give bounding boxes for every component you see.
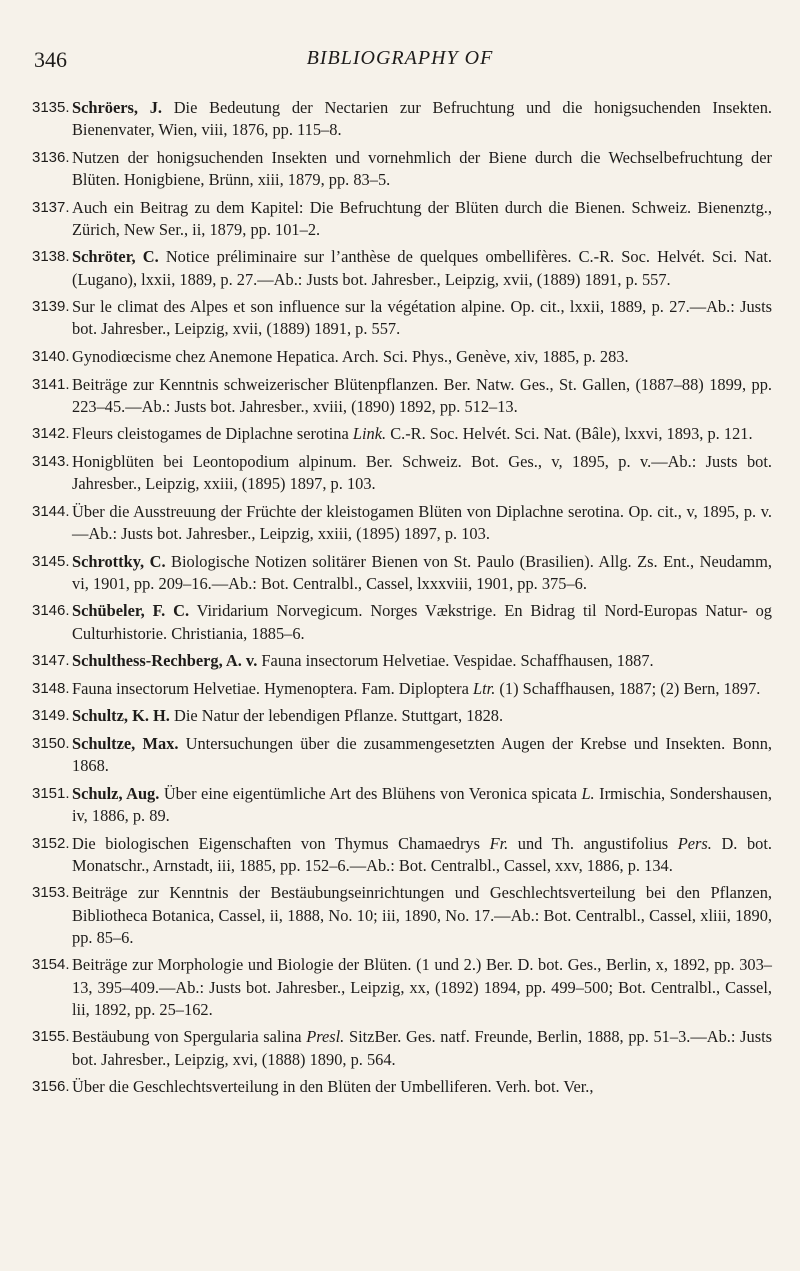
entry-text — [72, 296, 772, 340]
entry-citation: Gynodiœcisme chez Anemone Hepatica. Arch. Sci. Phys., Genève, xiv, 1885, p. 283. — [72, 346, 629, 366]
bibliography-entries — [32, 97, 772, 1104]
entry-number: 3145. — [32, 552, 70, 570]
entry-number: 3139. — [32, 298, 70, 316]
entry-authority: Presl. — [306, 1027, 345, 1047]
entry-authority: Ltr. — [473, 678, 496, 698]
entry-number: 3152. — [32, 834, 70, 852]
bibliography-entry — [32, 1076, 772, 1098]
entry-text — [72, 1026, 772, 1070]
running-title: BIBLIOGRAPHY OF — [306, 47, 494, 69]
entry-number: 3149. — [32, 707, 70, 725]
entry-author: Schultze, Max. — [72, 733, 179, 753]
entry-author: Schröers, J. — [72, 98, 163, 117]
entry-text — [72, 97, 772, 141]
entry-authority: Fr. — [489, 833, 509, 853]
entry-citation-cont: D. bot. Monatschr., Arnstadt, iii, 1885, pp. 152–6.—Ab.: Bot. Centralbl., Cassel, xxv, 1886, p. 134. — [72, 833, 772, 875]
entry-number: 3147. — [32, 652, 70, 670]
bibliography-entry — [32, 246, 772, 290]
entry-author: Schulthess-Rechberg, A. v. — [72, 651, 258, 671]
entry-citation: Über eine eigentümliche Art des Blühens von Veronica spicata — [159, 783, 582, 803]
entry-number: 3154. — [32, 956, 70, 974]
entry-text — [72, 882, 772, 949]
bibliography-entry — [32, 423, 772, 445]
entry-text — [72, 346, 772, 368]
entry-number: 3138. — [32, 248, 70, 266]
entry-text — [72, 833, 772, 877]
entry-number: 3144. — [32, 502, 70, 520]
bibliography-entry — [32, 600, 772, 644]
entry-author: Schrottky, C. — [72, 551, 166, 571]
entry-citation: Die Natur der lebendigen Pflanze. Stuttgart, 1828. — [169, 706, 504, 726]
entry-text — [72, 783, 772, 827]
bibliography-entry — [32, 147, 772, 191]
entry-text — [72, 600, 772, 644]
entry-citation: Beiträge zur Kenntnis schweizerischer Blütenpflanzen. Ber. Natw. Ges., St. Gallen, (1887–88) 1899, pp. 223–45.—Ab.: Justs bot. Jahresber., xviii, (1890) 1892, pp. 512–13. — [72, 374, 772, 416]
entry-citation: Beiträge zur Morphologie und Biologie der Blüten. (1 und 2.) Ber. D. bot. Ges., Berlin, x, 1892, pp. 303–13, 395–409.—Ab.: Justs bot. Jahresber., Leipzig, xx, (1892) 1894, pp. 499–500; Bot. Centralbl., Cassel, lii, 1892, pp. 25–162. — [72, 955, 772, 1019]
entry-author: Schultz, K. H. — [72, 706, 170, 726]
entry-citation-cont: und Th. angustifolius — [508, 833, 678, 853]
bibliography-entry — [32, 783, 772, 827]
bibliography-entry — [32, 501, 772, 545]
bibliography-entry — [32, 346, 772, 368]
bibliography-entry — [32, 678, 772, 700]
entry-citation: Untersuchungen über die zusammengesetzten Augen der Krebse und Insekten. Bonn, 1868. — [72, 733, 772, 776]
entry-number: 3146. — [32, 602, 70, 620]
entry-number: 3151. — [32, 784, 70, 802]
entry-text — [72, 1076, 772, 1098]
entry-citation: Fauna insectorum Helvetiae. Vespidae. Schaffhausen, 1887. — [257, 651, 654, 671]
entry-citation: Sur le climat des Alpes et son influence sur la végétation alpine. Op. cit., lxxii, 1889, p. 27.—Ab.: Justs bot. Jahresber., Leipzig, xvii, (1889) 1891, p. 557. — [72, 297, 772, 339]
entry-authority: Link. — [352, 424, 387, 444]
entry-number: 3137. — [32, 198, 70, 216]
entry-text — [72, 374, 772, 418]
entry-text — [72, 650, 772, 672]
entry-number: 3150. — [32, 734, 70, 752]
bibliography-entry — [32, 97, 772, 141]
entry-citation: Honigblüten bei Leontopodium alpinum. Ber. Schweiz. Bot. Ges., v, 1895, p. v.—Ab.: Justs bot. Jahresber., Leipzig, xxiii, (1895) 1897, p. 103. — [72, 451, 772, 494]
entry-citation: Fauna insectorum Helvetiae. Hymenoptera. Fam. Diploptera — [72, 678, 473, 698]
page-number: 346 — [34, 47, 67, 72]
entry-citation: Die biologischen Eigenschaften von Thymus Chamaedrys — [72, 833, 490, 853]
entry-number: 3148. — [32, 679, 70, 697]
entry-number: 3155. — [32, 1028, 70, 1046]
page-header — [0, 47, 800, 81]
entry-text — [72, 246, 772, 290]
bibliography-entry — [32, 551, 772, 595]
entry-number: 3143. — [32, 452, 70, 470]
bibliography-entry — [32, 1026, 772, 1070]
entry-citation-cont: SitzBer. Ges. natf. Freunde, Berlin, 1888, pp. 51–3.—Ab.: Justs bot. Jahresber., Leipzig, xvi, (1888) 1890, p. 564. — [72, 1027, 772, 1069]
entry-text — [72, 423, 772, 445]
entry-citation-cont: (1) Schaffhausen, 1887; (2) Bern, 1897. — [495, 678, 761, 698]
entry-text — [72, 197, 772, 241]
entry-citation: Die Bedeutung der Nectarien zur Befruchtung und die honigsuchenden Insekten. Bienenvater, Wien, viii, 1876, pp. 115–8. — [72, 98, 772, 140]
entry-author: Schübeler, F. C. — [72, 601, 190, 621]
bibliography-entry — [32, 954, 772, 1021]
entry-citation: Bestäubung von Spergularia salina — [72, 1027, 307, 1047]
entry-number: 3141. — [32, 375, 70, 393]
bibliography-entry — [32, 882, 772, 949]
bibliography-entry — [32, 197, 772, 241]
entry-citation: Viridarium Norvegicum. Norges Vækstrige. En Bidrag til Nord-Europas Natur- og Culturhistorie. Christiania, 1885–6. — [72, 601, 772, 643]
entry-citation-cont: Irmischia, Sondershausen, iv, 1886, p. 89. — [72, 783, 772, 825]
bibliography-entry — [32, 374, 772, 418]
entry-number: 3153. — [32, 884, 70, 902]
bibliography-entry — [32, 705, 772, 727]
entry-citation: Nutzen der honigsuchenden Insekten und vornehmlich der Biene durch die Wechselbefruchtung der Blüten. Honigbiene, Brünn, xiii, 1879, pp. 83–5. — [72, 147, 772, 189]
entry-author: Schulz, Aug. — [72, 783, 160, 803]
bibliography-entry — [32, 833, 772, 877]
bibliography-entry — [32, 451, 772, 495]
entry-text — [72, 551, 772, 595]
entry-authority: L. — [581, 783, 595, 803]
entry-citation-cont: C.-R. Soc. Helvét. Sci. Nat. (Bâle), lxxvi, 1893, p. 121. — [386, 424, 753, 444]
entry-text — [72, 733, 772, 777]
entry-text — [72, 705, 772, 727]
entry-citation: Auch ein Beitrag zu dem Kapitel: Die Befruchtung der Blüten durch die Bienen. Schweiz. Bienenztg., Zürich, New Ser., ii, 1879, pp. 101–2. — [72, 197, 772, 239]
bibliography-entry — [32, 733, 772, 777]
entry-citation: Notice préliminaire sur l’anthèse de quelques ombellifères. C.-R. Soc. Helvét. Sci. Nat. (Lugano), lxxii, 1889, p. 27.—Ab.: Justs bot. Jahresber., Leipzig, xvii, (1889) 1891, p. 557. — [72, 247, 773, 289]
entry-citation: Fleurs cleistogames de Diplachne serotina — [72, 424, 353, 444]
entry-text — [72, 147, 772, 191]
entry-authority: Pers. — [677, 833, 712, 853]
entry-author: Schröter, C. — [72, 247, 159, 267]
entry-citation: Beiträge zur Kenntnis der Bestäubungseinrichtungen und Geschlechtsverteilung bei den Pflanzen, Bibliotheca Botanica, Cassel, ii, 1888, No. 10; iii, 1890, No. 17.—Ab.: Bot. Centralbl., Cassel, xliii, 1890, pp. 85–6. — [72, 883, 772, 947]
entry-text — [72, 501, 772, 545]
entry-citation: Biologische Notizen solitärer Bienen von St. Paulo (Brasilien). Allg. Zs. Ent., Neudamm, vi, 1901, pp. 209–16.—Ab.: Bot. Centralbl., Cassel, lxxxviii, 1901, pp. 375–6. — [72, 551, 772, 593]
entry-number: 3156. — [32, 1078, 70, 1096]
entry-text — [72, 954, 772, 1021]
entry-citation: Über die Geschlechtsverteilung in den Blüten der Umbelliferen. Verh. bot. Ver., — [72, 1077, 594, 1097]
entry-number: 3135. — [32, 99, 70, 116]
bibliography-entry — [32, 650, 772, 672]
entry-citation: Über die Ausstreuung der Früchte der kleistogamen Blüten von Diplachne serotina. Op. cit., v, 1895, p. v.—Ab.: Justs bot. Jahresber., Leipzig, xxiii, (1895) 1897, p. 103. — [72, 501, 772, 543]
bibliography-entry — [32, 296, 772, 340]
entry-number: 3142. — [32, 425, 70, 443]
entry-text — [72, 451, 772, 495]
entry-number: 3140. — [32, 347, 70, 365]
entry-number: 3136. — [32, 148, 70, 166]
entry-text — [72, 678, 772, 700]
